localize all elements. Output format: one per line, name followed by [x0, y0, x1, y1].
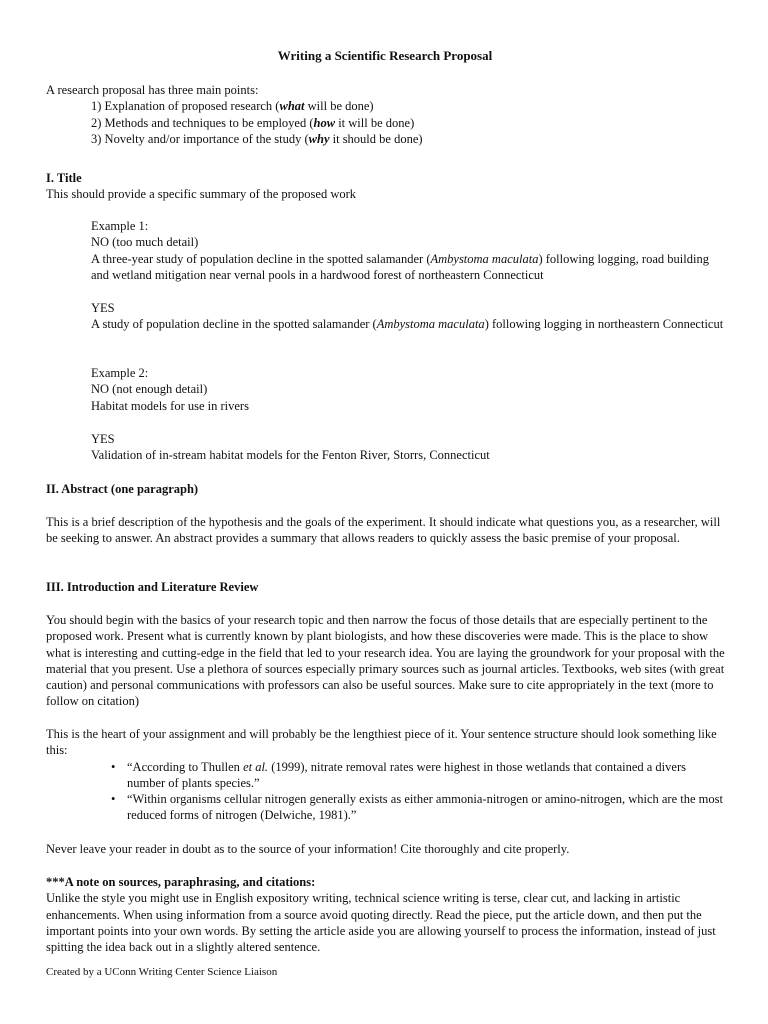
intro-section	[46, 82, 726, 147]
example-2-yes	[46, 431, 726, 464]
example-1-yes-text: A study of population decline in the spotted salamander (Ambystoma maculata) following logging in northeastern Connecticut	[91, 317, 724, 332]
example-2-label: Example 2:	[91, 366, 149, 380]
example-2-yes-label: YES	[91, 432, 115, 446]
document-title: Writing a Scientific Research Proposal	[277, 48, 493, 63]
section-heading-introduction: III. Introduction and Literature Review	[46, 580, 259, 594]
intro-lit-paragraph-3	[46, 841, 726, 857]
example-2-no-label: NO (not enough detail)	[91, 382, 208, 397]
list-item: • “Within organisms cellular nitrogen generally exists as either ammonia-nitrogen or amino-nitrogen, which are the most reduced forms of nitrogen (Delwiche, 1981).”	[111, 792, 723, 823]
note-heading: ***A note on sources, paraphrasing, and citations:	[46, 875, 316, 889]
footer	[46, 964, 726, 980]
abstract-text: This is a brief description of the hypothesis and the goals of the experiment. It should indicate what questions you, as a researcher, will be seeking to answer. An abstract provides a summary that allows readers to quickly assess the basic premise of your proposal.	[46, 515, 721, 546]
intro-lead: A research proposal has three main points:	[46, 83, 259, 97]
intro-point-1: 1) Explanation of proposed research (what will be done)	[91, 99, 374, 114]
example-2-no-text: Habitat models for use in rivers	[91, 398, 249, 413]
intro-lit-heading-block	[46, 579, 726, 595]
title-section	[46, 170, 726, 203]
intro-point-2: 2) Methods and techniques to be employed (how it will be done)	[91, 115, 415, 130]
intro-lit-paragraph-2	[46, 726, 726, 824]
section-heading-abstract: II. Abstract (one paragraph)	[46, 482, 199, 496]
abstract-section	[46, 514, 726, 547]
section-heading-title: I. Title	[46, 171, 82, 185]
intro-lit-text-2: This is the heart of your assignment and will probably be the lengthiest piece of it. Your sentence structure should look something like this:	[46, 727, 717, 758]
example-1	[46, 218, 726, 283]
note-section	[46, 874, 726, 955]
title-section-text: This should provide a specific summary of the proposed work	[46, 187, 357, 202]
example-1-no-label: NO (too much detail)	[91, 235, 199, 250]
note-text: Unlike the style you might use in English expository writing, technical science writing is terse, clear cut, and lacking in artistic enhancements. When using information from a source avoid quoting directly. Read the piece, put the article down, and then put the important points into your own words. By setting the article aside you are allowing yourself to process the information, instead of just spitting the idea back out in a slightly altered sentence.	[46, 891, 716, 955]
example-1-yes-label: YES	[91, 301, 115, 315]
intro-lit-paragraph-1	[46, 612, 726, 710]
citation-examples-list	[46, 759, 726, 824]
list-item: • “According to Thullen et al. (1999), nitrate removal rates were highest in those wetlands that contained a divers number of plants species.”	[111, 759, 686, 790]
example-2	[46, 365, 726, 414]
bullet-icon: •	[111, 792, 116, 807]
example-1-no-text: A three-year study of population decline in the spotted salamander (Ambystoma maculata) following logging, road building and wetland mitigation near vernal pools in a hardwood forest of northeastern Connecticut	[91, 251, 709, 282]
abstract-heading-block	[46, 481, 726, 497]
footer-text: Created by a UConn Writing Center Science Liaison	[46, 966, 278, 978]
intro-lit-text-3: Never leave your reader in doubt as to the source of your information! Cite thoroughly and cite properly.	[46, 842, 570, 856]
bullet-icon: •	[111, 759, 116, 774]
intro-lit-text-1: You should begin with the basics of your research topic and then narrow the focus of those details that are especially pertinent to the proposed work. Present what is currently known by plant biologists, and how these discoveries were made. This is the place to show what is interesting and cutting-edge in the field that led to your research idea. You are laying the groundwork for your proposal with the material that you present. Use a plethora of sources especially primary sources such as journal articles. Textbooks, web sites (with great caution) and personal communications with professors can also be useful sources. Make sure to cite appropriately in the text (more to follow on citation)	[46, 613, 725, 709]
example-1-label: Example 1:	[91, 219, 149, 233]
intro-point-3: 3) Novelty and/or importance of the study (why it should be done)	[91, 131, 423, 146]
example-1-yes	[46, 300, 726, 333]
example-2-yes-text: Validation of in-stream habitat models for the Fenton River, Storrs, Connecticut	[91, 448, 490, 463]
